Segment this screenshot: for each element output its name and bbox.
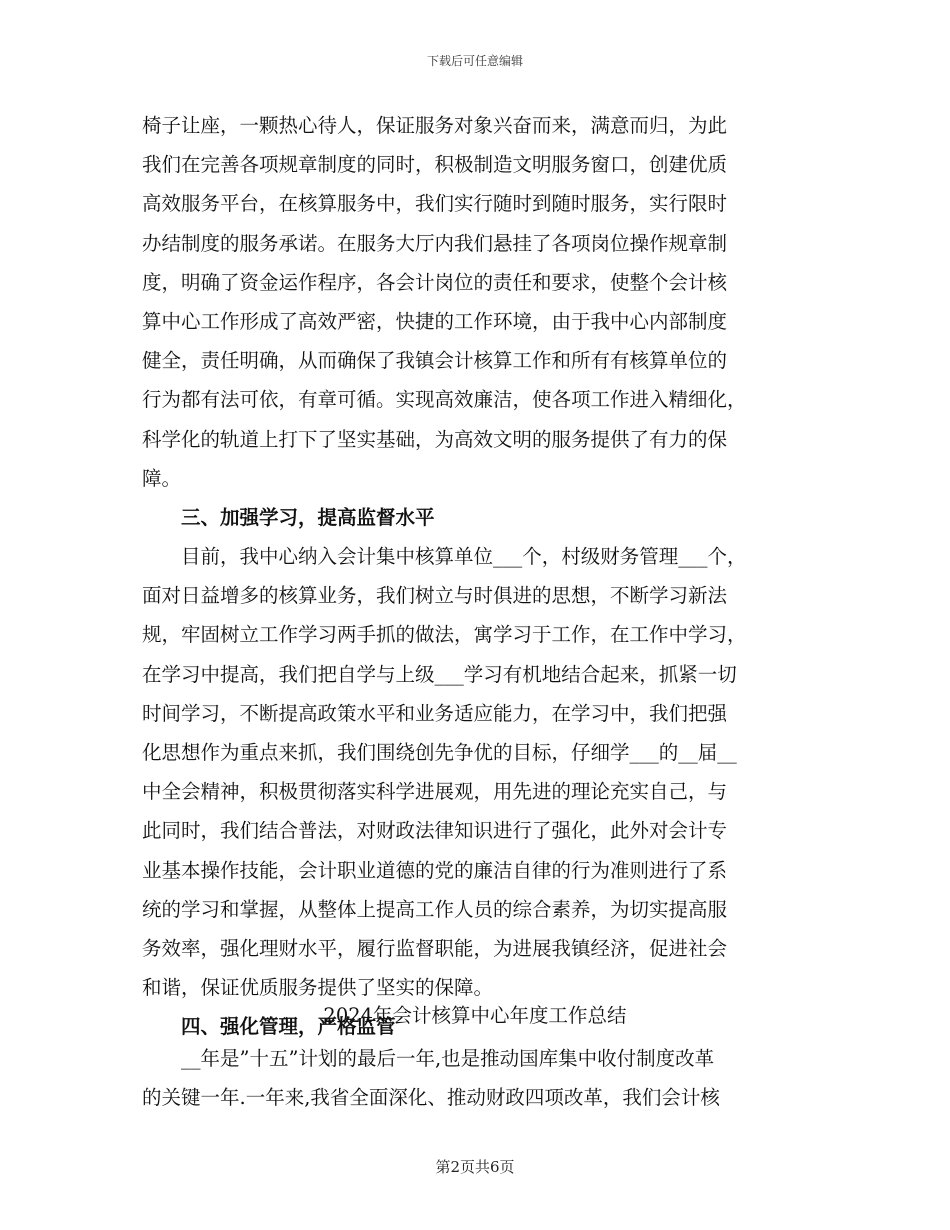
paragraph-line: 化思想作为重点来抓，我们围绕创先争优的目标，仔细学___的__届__: [142, 741, 737, 764]
paragraph-line: 的关键一年.一年来,我省全面深化、推动财政四项改革，我们会计核: [142, 1086, 720, 1110]
paragraph-line: 统的学习和掌握，从整体上提高工作人员的综合素养，为切实提高服: [142, 897, 728, 921]
paragraph-line: 障。: [142, 466, 182, 490]
paragraph-line: 行为都有法可依，有章可循。实现高效廉洁，使各项工作进入精细化，: [142, 388, 747, 412]
section-heading: 三、加强学习，提高监督水平: [142, 505, 435, 529]
document-body-continued: [142, 1039, 807, 1117]
paragraph-line: 和谐，保证优质服务提供了坚实的保障。: [142, 976, 494, 1000]
paragraph-line: 科学化的轨道上打下了坚实基础，为高效文明的服务提供了有力的保: [142, 427, 728, 451]
paragraph-line: 此同时，我们结合普法，对财政法律知识进行了强化，此外对会计专: [142, 819, 728, 843]
paragraph-line: 健全，责任明确，从而确保了我镇会计核算工作和所有有核算单位的: [142, 349, 728, 373]
paragraph-line: 务效率，强化理财水平，履行监督职能，为进展我镇经济，促进社会: [142, 936, 728, 960]
paragraph-line: 面对日益增多的核算业务，我们树立与时俱进的思想，不断学习新法: [142, 584, 728, 608]
paragraph-line: 在学习中提高，我们把自学与上级___学习有机地结合起来，抓紧一切: [142, 662, 737, 686]
paragraph-line: 办结制度的服务承诺。在服务大厅内我们悬挂了各项岗位操作规章制: [142, 231, 728, 255]
paragraph-line: 椅子让座，一颗热心待人，保证服务对象兴奋而来，满意而归，为此: [142, 114, 728, 137]
paragraph-line: 高效服务平台，在核算服务中，我们实行随时到随时服务，实行限时: [142, 192, 728, 216]
paragraph-line: 算中心工作形成了高效严密，快捷的工作环境，由于我中心内部制度: [142, 309, 728, 333]
page-header: 下载后可任意编辑: [426, 54, 523, 68]
page-footer: 第2页共6页: [435, 1158, 515, 1176]
paragraph-line: 中全会精神，积极贯彻落实科学进展观，用先进的理论充实自己，与: [142, 780, 728, 804]
paragraph-line: 规，牢固树立工作学习两手抓的做法，寓学习于工作，在工作中学习，: [142, 623, 747, 647]
section-heading: 四、强化管理，严格监管: [142, 1015, 396, 1039]
paragraph-line: __年是”十五”计划的最后一年,也是推动国库集中收付制度改革: [142, 1047, 715, 1070]
paragraph-line: 度，明确了资金运作程序，各会计岗位的责任和要求，使整个会计核: [142, 270, 728, 294]
paragraph-line: 业基本操作技能，会计职业道德的党的廉洁自律的行为准则进行了系: [142, 858, 728, 882]
document-body: [142, 106, 807, 1047]
paragraph-line: 时间学习，不断提高政策水平和业务适应能力，在学习中，我们把强: [142, 701, 728, 725]
document-title: 2024年会计核算中心年度工作总结: [323, 1004, 627, 1027]
paragraph-line: 我们在完善各项规章制度的同时，积极制造文明服务窗口，创建优质: [142, 153, 728, 177]
paragraph-line: 目前，我中心纳入会计集中核算单位___个，村级财务管理___个，: [142, 545, 747, 569]
